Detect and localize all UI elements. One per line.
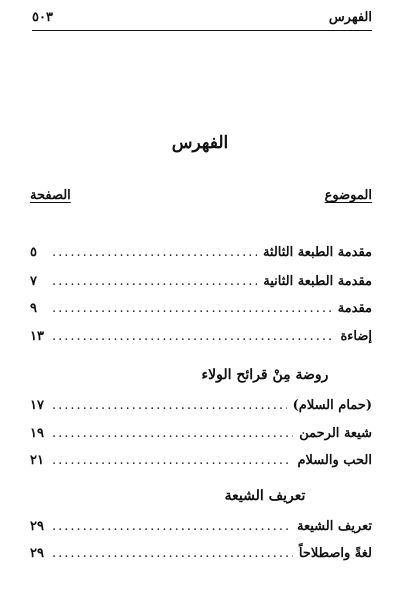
toc-entry-page: ١٧ [30, 397, 44, 413]
toc-entry-label: شيعة الرحمن [299, 425, 372, 441]
toc-entry-page: ٢٩ [30, 545, 44, 561]
toc-entry-page: ٩ [30, 300, 37, 316]
toc-entry [30, 395, 372, 415]
toc-entry-page: ١٣ [30, 328, 44, 344]
toc-entry-page: ٧ [30, 273, 37, 289]
toc-entry [30, 271, 372, 291]
toc-entry-label: لغةً واصطلاحاً [298, 545, 372, 561]
toc-entry [30, 423, 372, 443]
leader-dots [52, 519, 291, 534]
toc-entry-label: (حمام السلام) [292, 397, 372, 413]
toc-entry-page: ٥ [30, 244, 37, 260]
toc-entry [30, 516, 372, 536]
leader-dots [52, 453, 291, 468]
leader-dots [52, 426, 293, 441]
toc-title: الفهرس [171, 133, 229, 153]
toc-entry-page: ٢١ [30, 452, 44, 468]
leader-dots [52, 245, 257, 260]
leader-dots [52, 329, 334, 344]
toc-entry-page: ٢٩ [30, 518, 44, 534]
toc-entry [30, 242, 372, 262]
leader-dots [52, 301, 332, 316]
column-heading-page: الصفحة [30, 188, 71, 203]
leader-dots [52, 274, 257, 289]
leader-dots [52, 546, 293, 561]
header-page-number: ٥٠٣ [32, 10, 53, 25]
toc-entry [30, 326, 372, 346]
toc-entry-label: مقدمة الطبعة الثانية [263, 273, 372, 289]
toc-entry [30, 450, 372, 470]
toc-entry [30, 298, 372, 318]
toc-entry-label: تعريف الشيعة [297, 518, 372, 534]
toc-entry-label: مقدمة [337, 300, 372, 316]
toc-entry-label: مقدمة الطبعة الثالثة [262, 244, 372, 260]
running-header [32, 8, 372, 31]
leader-dots [52, 398, 287, 413]
toc-entry-label: الحب والسلام [297, 452, 372, 468]
section-heading: تعريف الشيعة [224, 488, 306, 504]
column-heading-topic: الموضوع [324, 188, 372, 203]
header-title: الفهرس [328, 10, 372, 25]
toc-entry-label: إضاءة [340, 328, 372, 344]
toc-entry [30, 543, 372, 563]
section-heading: روضة مِنْ قرائح الولاء [201, 367, 329, 383]
toc-entry-page: ١٩ [30, 425, 44, 441]
